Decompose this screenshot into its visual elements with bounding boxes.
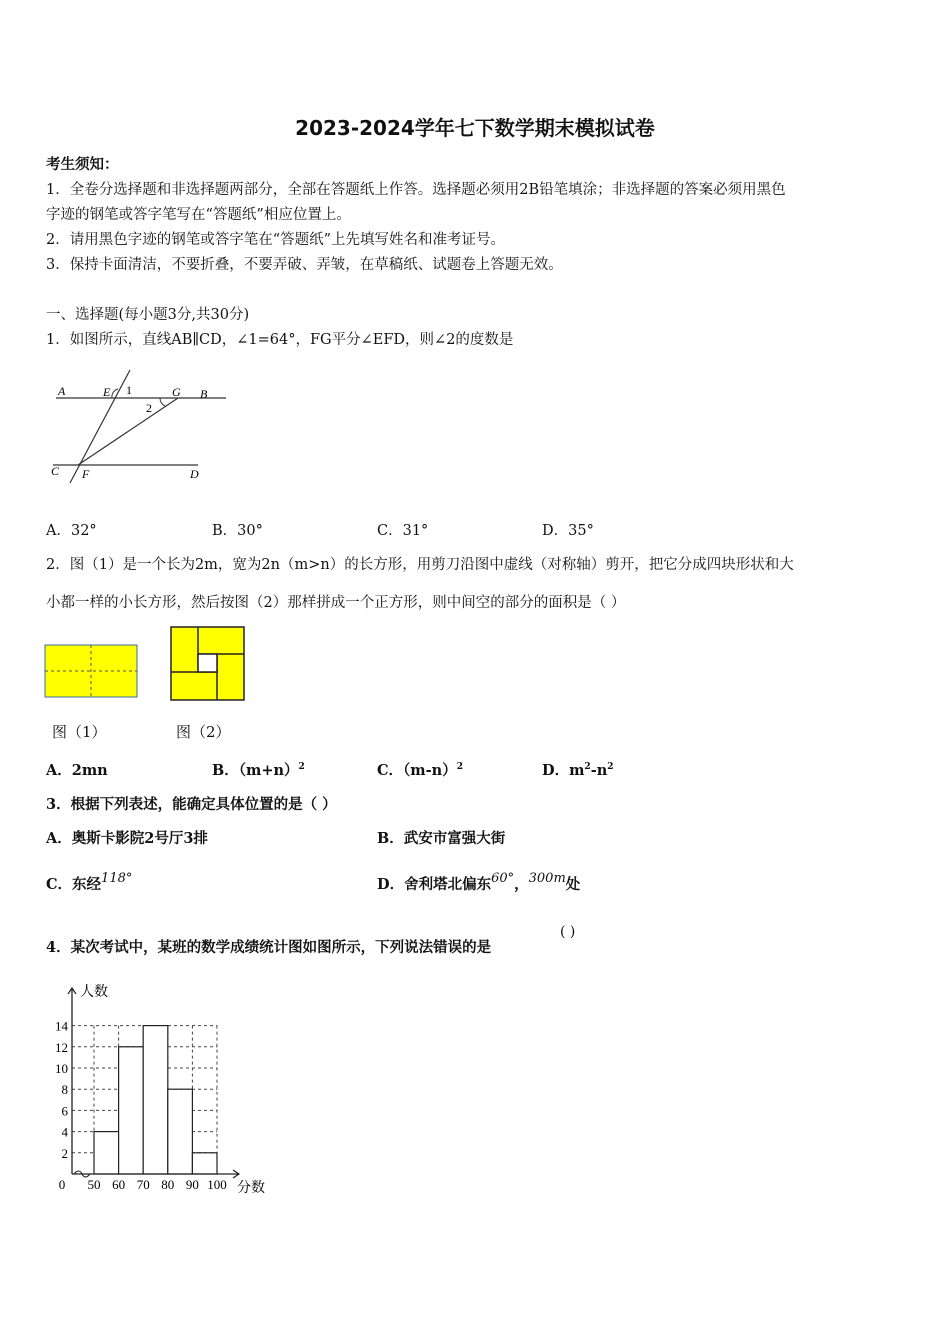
q3-option-c[interactable] [46, 873, 132, 894]
q3-option-d-angle: 60° [491, 871, 515, 886]
x-tick-label: 0 [58, 1177, 66, 1192]
x-tick-label: 50 [87, 1177, 101, 1192]
q1-option-d[interactable]: D．35° [542, 523, 594, 539]
x-tick-label: 80 [161, 1177, 175, 1192]
line-fg [78, 398, 178, 465]
q3-option-d-end: 处 [565, 876, 581, 893]
label-f: F [82, 467, 90, 481]
label-d: D [190, 467, 199, 481]
page-title: 2023-2024学年七下数学期末模拟试卷 [295, 116, 655, 140]
q2-option-d-exponent-1: 2 [584, 762, 591, 773]
bar-70-80 [143, 1026, 168, 1174]
q2-figure-1 [44, 644, 140, 700]
q3-option-d-sep: ， [514, 876, 529, 893]
y-axis-title: 人数 [80, 985, 108, 1000]
section-heading: 一、选择题(每小题3分,共30分) [46, 307, 250, 323]
q2-figure-2 [170, 626, 246, 702]
q2-text-line-1: 2．图（1）是一个长为2m，宽为2n（m>n）的长方形，用剪刀沿图中虚线（对称轴）剪开，把它分成四块形状和大 [46, 557, 794, 573]
line-ef [70, 370, 130, 483]
y-tick-label: 4 [61, 1124, 68, 1140]
notice-heading: 考生须知： [46, 156, 119, 173]
y-tick-label: 10 [55, 1061, 68, 1076]
label-a: A [58, 384, 66, 398]
label-b: B [200, 387, 208, 401]
center-hole [198, 654, 217, 672]
q3-option-a[interactable]: A．奥斯卡影院2号厅3排 [46, 830, 208, 847]
x-tick-label: 70 [136, 1177, 150, 1192]
q2-option-d-base: D．m [542, 762, 585, 779]
q4-histogram [40, 978, 290, 1198]
q2-option-b[interactable] [212, 759, 305, 780]
q4-text: 4．某次考试中，某班的数学成绩统计图如图所示，下列说法错误的是 [46, 939, 492, 956]
q2-option-d-mid: -n [590, 762, 608, 779]
q2-figure-2-caption: 图（2） [176, 723, 231, 741]
y-tick-label: 2 [61, 1145, 68, 1161]
q4-answer-bracket: ( ) [560, 924, 576, 940]
q3-option-d-distance: 300m [528, 871, 566, 886]
q2-option-c-exponent: 2 [456, 762, 463, 773]
q2-figure-1-caption: 图（1） [52, 723, 107, 741]
q3-option-d[interactable] [377, 873, 580, 894]
q2-option-b-exponent: 2 [298, 762, 305, 773]
q3-option-d-text: D．舍利塔北偏东 [377, 876, 492, 893]
label-g: G [172, 385, 181, 399]
label-angle-1: 1 [126, 383, 132, 397]
q1-option-b[interactable]: B．30° [212, 523, 263, 539]
notice-line-3: 3．保持卡面清洁，不要折叠，不要弄破、弄皱，在草稿纸、试题卷上答题无效。 [46, 257, 563, 273]
bar-60-70 [119, 1047, 144, 1174]
q2-option-c[interactable] [377, 759, 463, 780]
q2-option-a[interactable]: A．2mn [46, 762, 108, 779]
q2-option-b-text: B．（m+n） [212, 762, 299, 779]
y-tick-label: 6 [61, 1103, 68, 1119]
q3-option-c-text: C．东经 [46, 876, 102, 893]
x-tick-label: 60 [112, 1177, 126, 1192]
label-angle-2: 2 [146, 401, 152, 415]
x-tick-label: 100 [207, 1177, 227, 1192]
q3-text: 3．根据下列表述，能确定具体位置的是（ ） [46, 796, 337, 813]
x-tick-label: 90 [185, 1177, 199, 1192]
q2-text-line-2: 小都一样的小长方形，然后按图（2）那样拼成一个正方形，则中间空的部分的面积是（ ） [46, 595, 626, 611]
q1-text: 1．如图所示，直线AB∥CD，∠1=64°，FG平分∠EFD，则∠2的度数是 [46, 332, 514, 348]
q1-option-a[interactable]: A．32° [46, 523, 97, 539]
q2-option-c-text: C．（m-n） [377, 762, 457, 779]
q1-option-c[interactable]: C．31° [377, 523, 429, 539]
q2-option-d[interactable] [542, 759, 614, 780]
y-tick-label: 14 [55, 1018, 68, 1034]
q1-figure [48, 368, 233, 490]
q3-option-c-value: 118° [101, 871, 133, 886]
x-axis-title: 分数 [237, 1181, 265, 1196]
notice-line-1: 1．全卷分选择题和非选择题两部分，全部在答题纸上作答。选择题必须用2B铅笔填涂；非选择题的答案必须用黑色 [46, 182, 786, 198]
notice-line-1b: 字迹的钢笔或答字笔写在“答题纸”相应位置上。 [46, 207, 351, 223]
notice-line-2: 2．请用黑色字迹的钢笔或答字笔在“答题纸”上先填写姓名和准考证号。 [46, 232, 506, 248]
bar-90-100 [192, 1153, 217, 1174]
bar-50-60 [94, 1132, 119, 1174]
q3-option-b[interactable]: B．武安市富强大街 [377, 830, 506, 847]
y-tick-label: 8 [61, 1082, 68, 1098]
label-c: C [51, 464, 60, 478]
chart-bars [94, 1026, 217, 1174]
angle-2-arc [160, 398, 165, 406]
bar-80-90 [168, 1089, 193, 1174]
label-e: E [103, 385, 111, 399]
y-tick-label: 12 [55, 1039, 68, 1055]
q2-option-d-exponent-2: 2 [607, 762, 614, 773]
